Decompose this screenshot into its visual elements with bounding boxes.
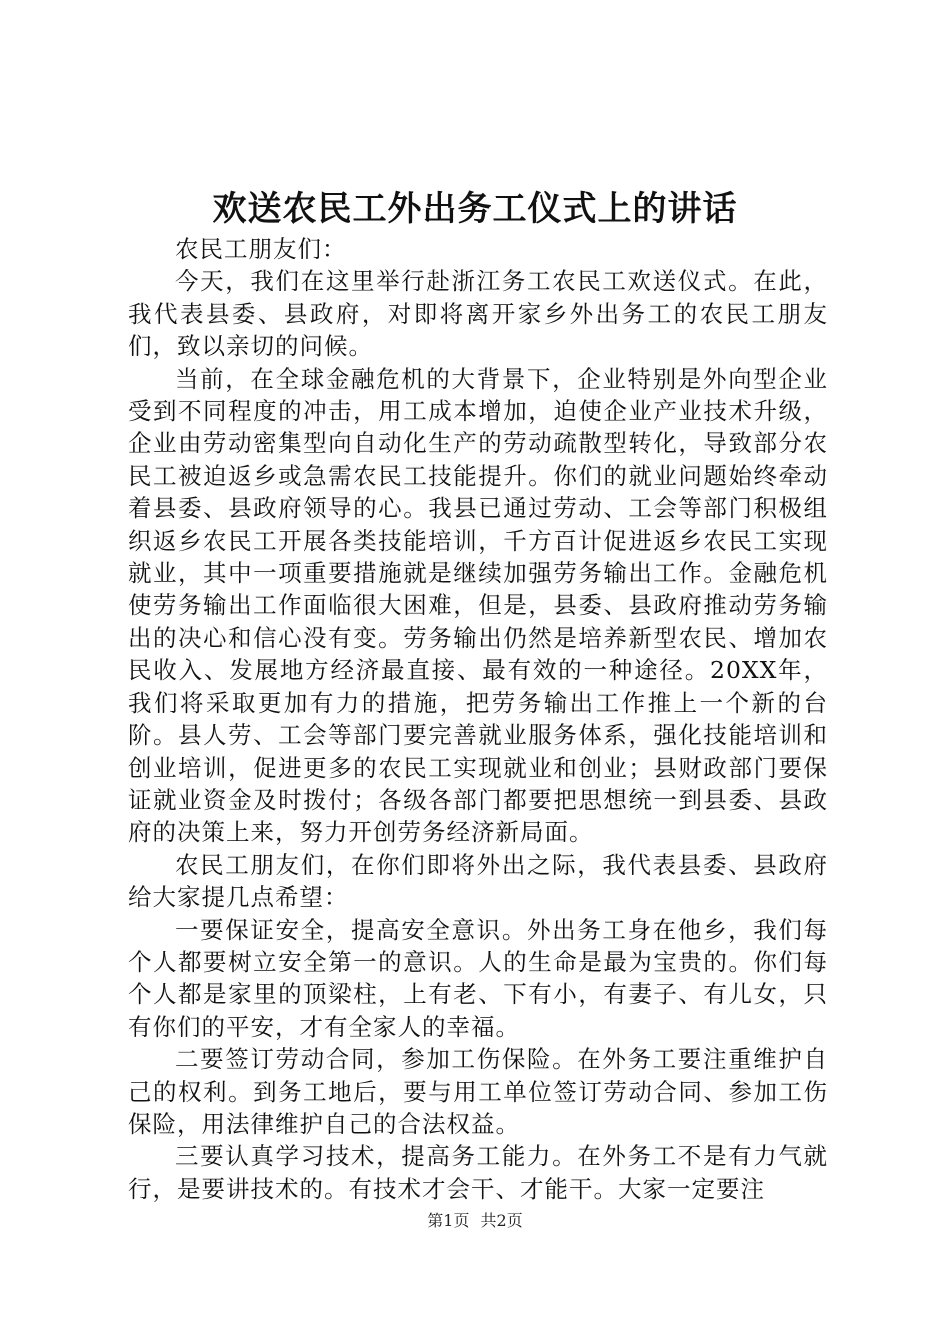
- paragraph-greeting: 今天，我们在这里举行赴浙江务工农民工欢送仪式。在此，我代表县委、县政府，对即将离开家乡外出务工的农民工朋友们，致以亲切的问候。: [128, 267, 828, 361]
- page-footer: [0, 1211, 950, 1231]
- paragraph-background: 当前，在全球金融危机的大背景下，企业特别是外向型企业受到不同程度的冲击，用工成本增加，迫使企业产业技术升级，企业由劳动密集型向自动化生产的劳动疏散型转化，导致部分农民工被迫返乡或急需农民工技能提升。你们的就业问题始终牵动着县委、县政府领导的心。我县已通过劳动、工会等部门积极组织返乡农民工开展各类技能培训，千方百计促进返乡农民工实现就业，其中一项重要措施就是继续加强劳务输出工作。金融危机使劳务输出工作面临很大困难，但是，县委、县政府推动劳务输出的决心和信心没有变。劳务输出仍然是培养新型农民、增加农民收入、发展地方经济最直接、最有效的一种途径。20XX年，我们将采取更加有力的措施，把劳务输出工作推上一个新的台阶。县人劳、工会等部门要完善就业服务体系，强化技能培训和创业培训，促进更多的农民工实现就业和创业；县财政部门要保证就业资金及时拨付；各级各部门都要把思想统一到县委、县政府的决策上来，努力开创劳务经济新局面。: [128, 364, 828, 847]
- salutation: 农民工朋友们：: [175, 235, 347, 263]
- paragraph-hopes-intro: 农民工朋友们，在你们即将外出之际，我代表县委、县政府给大家提几点希望：: [128, 850, 828, 912]
- document-title: 欢送农民工外出务工仪式上的讲话: [212, 189, 738, 229]
- page-total: 共2页: [480, 1211, 523, 1230]
- paragraph-hope-skills: 三要认真学习技术，提高务工能力。在外务工不是有力气就行，是要讲技术的。有技术才会干、才能干。大家一定要注: [128, 1142, 828, 1203]
- paragraph-hope-contract: 二要签订劳动合同，参加工伤保险。在外务工要注重维护自己的权利。到务工地后，要与用工单位签订劳动合同、参加工伤保险，用法律维护自己的合法权益。: [128, 1045, 828, 1138]
- page-number: 第1页: [427, 1211, 470, 1230]
- document-body: [128, 233, 828, 1205]
- paragraph-hope-safety: 一要保证安全，提高安全意识。外出务工身在他乡，我们每个人都要树立安全第一的意识。人的生命是最为宝贵的。你们每个人都是家里的顶梁柱，上有老、下有小，有妻子、有儿女，只有你们的平安，才有全家人的幸福。: [128, 915, 828, 1041]
